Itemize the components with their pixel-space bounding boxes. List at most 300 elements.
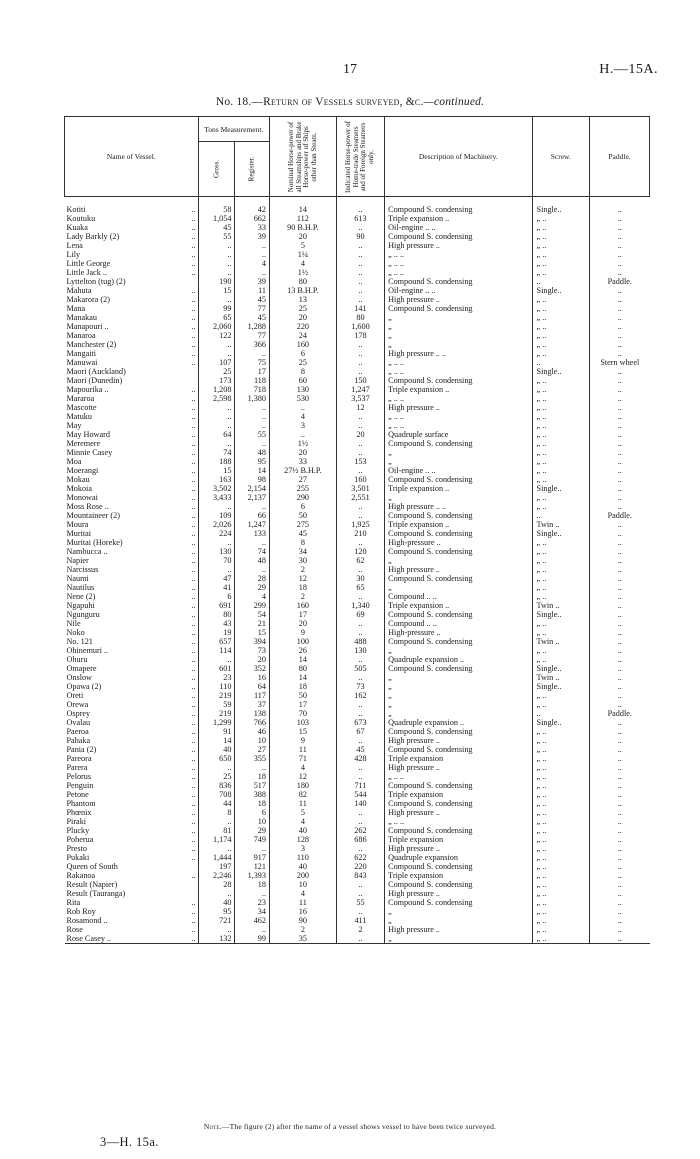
cell-paddle: .. xyxy=(617,844,622,853)
cell-screw: Twin .. xyxy=(532,601,590,610)
cell-register-tons: .. xyxy=(235,250,270,259)
cell-paddle: .. xyxy=(617,781,622,790)
cell-machinery: Compound S. condensing xyxy=(385,511,532,520)
cell-gross-tons: .. xyxy=(198,925,235,934)
cell-paddle: .. xyxy=(617,421,622,430)
cell-paddle: .. xyxy=(617,736,622,745)
cell-paddle: .. xyxy=(617,313,622,322)
cell-gross-tons: 70 xyxy=(198,556,235,565)
cell-nominal-hp: 11 xyxy=(269,745,336,754)
cell-screw: „ .. xyxy=(532,259,590,268)
cell-machinery: Compound S. condensing xyxy=(385,304,532,313)
cell-nominal-hp: 128 xyxy=(269,835,336,844)
cell-machinery: „ xyxy=(385,916,532,925)
cell-screw: Single.. xyxy=(532,197,590,215)
cell-machinery: „ .. .. xyxy=(385,412,532,421)
cell-register-tons: 366 xyxy=(235,340,270,349)
cell-machinery: „ xyxy=(385,313,532,322)
cell-vessel-name: May Howard .. xyxy=(65,430,199,439)
cell-register-tons: 39 xyxy=(235,277,270,286)
cell-nominal-hp: 18 xyxy=(269,682,336,691)
cell-vessel-name: Little Jack .. .. xyxy=(65,268,199,277)
cell-indicated-hp: .. xyxy=(336,511,384,520)
cell-paddle: .. xyxy=(617,700,622,709)
cell-nominal-hp: 90 xyxy=(269,916,336,925)
table-row xyxy=(65,268,650,277)
cell-paddle: .. xyxy=(617,484,622,493)
cell-machinery: Compound S. condensing xyxy=(385,745,532,754)
cell-vessel-name: Pukaki .. xyxy=(65,853,199,862)
cell-nominal-hp: 45 xyxy=(269,529,336,538)
header-indicated-hp: Indicated Horse-power of Home-trade Steamers and of Foreign Steamers only. xyxy=(336,117,384,197)
cell-indicated-hp: 90 xyxy=(336,232,384,241)
cell-vessel-name: Ngunguru .. xyxy=(65,610,199,619)
cell-nominal-hp: 14 xyxy=(269,655,336,664)
cell-screw: „ .. xyxy=(532,349,590,358)
cell-gross-tons: .. xyxy=(198,502,235,511)
cell-paddle: .. xyxy=(617,889,622,898)
cell-screw: „ .. xyxy=(532,835,590,844)
cell-nominal-hp: 160 xyxy=(269,340,336,349)
cell-register-tons: .. xyxy=(235,241,270,250)
cell-machinery: Compound S. condensing xyxy=(385,547,532,556)
cell-indicated-hp: .. xyxy=(336,817,384,826)
cell-register-tons: 18 xyxy=(235,799,270,808)
cell-nominal-hp: 9 xyxy=(269,628,336,637)
cell-machinery: „ xyxy=(385,709,532,718)
cell-nominal-hp: 110 xyxy=(269,853,336,862)
cell-nominal-hp: 11 xyxy=(269,898,336,907)
cell-register-tons: 29 xyxy=(235,583,270,592)
cell-indicated-hp: .. xyxy=(336,340,384,349)
cell-gross-tons: .. xyxy=(198,889,235,898)
cell-paddle: .. xyxy=(617,394,622,403)
cell-screw: „ .. xyxy=(532,772,590,781)
table-row xyxy=(65,457,650,466)
cell-register-tons: 45 xyxy=(235,313,270,322)
header-tons: Tons Measurement. xyxy=(198,117,269,142)
cell-screw: „ .. xyxy=(532,880,590,889)
cell-paddle: .. xyxy=(617,727,622,736)
cell-vessel-name: Penguin .. xyxy=(65,781,199,790)
cell-machinery: „ xyxy=(385,700,532,709)
table-row xyxy=(65,367,650,376)
cell-register-tons: 462 xyxy=(235,916,270,925)
cell-screw: Single.. xyxy=(532,664,590,673)
cell-register-tons: 766 xyxy=(235,718,270,727)
cell-machinery: Quadruple expansion xyxy=(385,853,532,862)
cell-vessel-name: Nile .. xyxy=(65,619,199,628)
cell-paddle: .. xyxy=(617,448,622,457)
table-row xyxy=(65,421,650,430)
cell-machinery: „ .. .. xyxy=(385,367,532,376)
cell-vessel-name: Piraki .. xyxy=(65,817,199,826)
cell-machinery: High pressure .. xyxy=(385,241,532,250)
cell-gross-tons: 2,246 xyxy=(198,871,235,880)
title-prefix: No. 18.— xyxy=(215,96,264,108)
cell-gross-tons: 836 xyxy=(198,781,235,790)
cell-nominal-hp: 6 xyxy=(269,502,336,511)
cell-gross-tons: 2,598 xyxy=(198,394,235,403)
cell-indicated-hp: .. xyxy=(336,628,384,637)
cell-indicated-hp: .. xyxy=(336,295,384,304)
cell-machinery: Compound S. condensing xyxy=(385,898,532,907)
cell-screw: „ .. xyxy=(532,448,590,457)
cell-vessel-name: Manakau .. xyxy=(65,313,199,322)
cell-vessel-name: Muritai .. xyxy=(65,529,199,538)
cell-machinery: High pressure .. .. xyxy=(385,502,532,511)
cell-register-tons: .. xyxy=(235,763,270,772)
cell-vessel-name: Result (Tauranga) xyxy=(65,889,199,898)
cell-gross-tons: 28 xyxy=(198,880,235,889)
cell-machinery: Compound S. condensing xyxy=(385,197,532,215)
cell-indicated-hp: 3,537 xyxy=(336,394,384,403)
cell-nominal-hp: .. xyxy=(269,403,336,412)
cell-vessel-name: Presto .. xyxy=(65,844,199,853)
cell-gross-tons: .. xyxy=(198,439,235,448)
table-row xyxy=(65,781,650,790)
cell-indicated-hp: .. xyxy=(336,844,384,853)
cell-machinery: High pressure .. xyxy=(385,889,532,898)
cell-gross-tons: .. xyxy=(198,268,235,277)
table-row xyxy=(65,871,650,880)
cell-vessel-name: Rosamond .. .. xyxy=(65,916,199,925)
cell-indicated-hp: .. xyxy=(336,889,384,898)
table-row xyxy=(65,376,650,385)
cell-nominal-hp: 8 xyxy=(269,538,336,547)
cell-paddle: .. xyxy=(617,475,622,484)
cell-nominal-hp: 20 xyxy=(269,448,336,457)
cell-indicated-hp: 80 xyxy=(336,313,384,322)
cell-register-tons: 18 xyxy=(235,772,270,781)
table-row xyxy=(65,664,650,673)
cell-machinery: „ xyxy=(385,493,532,502)
cell-nominal-hp: 90 B.H.P. xyxy=(269,223,336,232)
cell-register-tons: 42 xyxy=(235,197,270,215)
cell-register-tons: 517 xyxy=(235,781,270,790)
cell-register-tons: 15 xyxy=(235,628,270,637)
cell-paddle: .. xyxy=(617,925,622,934)
cell-register-tons: 1,380 xyxy=(235,394,270,403)
cell-vessel-name: Moura .. xyxy=(65,520,199,529)
cell-nominal-hp: 103 xyxy=(269,718,336,727)
cell-nominal-hp: 4 xyxy=(269,763,336,772)
table-row xyxy=(65,223,650,232)
cell-gross-tons: 708 xyxy=(198,790,235,799)
cell-paddle: .. xyxy=(617,871,622,880)
cell-vessel-name: Poherua .. xyxy=(65,835,199,844)
cell-nominal-hp: 26 xyxy=(269,646,336,655)
cell-nominal-hp: 8 xyxy=(269,367,336,376)
cell-register-tons: 138 xyxy=(235,709,270,718)
cell-nominal-hp: 17 xyxy=(269,700,336,709)
table-row xyxy=(65,385,650,394)
cell-gross-tons: 64 xyxy=(198,430,235,439)
cell-screw: „ .. xyxy=(532,556,590,565)
title-main: Return of Vessels surveyed, &c. xyxy=(263,96,424,108)
cell-register-tons: 299 xyxy=(235,601,270,610)
cell-vessel-name: No. 121 .. xyxy=(65,637,199,646)
cell-nominal-hp: 4 xyxy=(269,259,336,268)
cell-paddle: .. xyxy=(617,763,622,772)
cell-machinery: „ .. .. xyxy=(385,772,532,781)
cell-vessel-name: Parera .. xyxy=(65,763,199,772)
cell-screw: Single.. xyxy=(532,682,590,691)
cell-machinery: Triple expansion xyxy=(385,754,532,763)
cell-indicated-hp: 30 xyxy=(336,574,384,583)
cell-register-tons: 14 xyxy=(235,466,270,475)
cell-register-tons: 34 xyxy=(235,907,270,916)
cell-nominal-hp: 34 xyxy=(269,547,336,556)
cell-vessel-name: Lyttelton (tug) (2) xyxy=(65,277,199,286)
cell-register-tons: .. xyxy=(235,502,270,511)
cell-indicated-hp: .. xyxy=(336,700,384,709)
cell-paddle: .. xyxy=(617,682,622,691)
cell-indicated-hp: .. xyxy=(336,592,384,601)
cell-nominal-hp: 130 xyxy=(269,385,336,394)
cell-screw: „ .. xyxy=(532,754,590,763)
cell-indicated-hp: .. xyxy=(336,673,384,682)
cell-screw: „ .. xyxy=(532,394,590,403)
cell-register-tons: 48 xyxy=(235,448,270,457)
cell-nominal-hp: 30 xyxy=(269,556,336,565)
cell-nominal-hp: 80 xyxy=(269,277,336,286)
cell-indicated-hp: 45 xyxy=(336,745,384,754)
cell-screw: „ .. xyxy=(532,268,590,277)
cell-machinery: Compound .. .. xyxy=(385,619,532,628)
cell-screw: „ .. xyxy=(532,457,590,466)
cell-paddle: .. xyxy=(617,493,622,502)
cell-paddle: .. xyxy=(617,304,622,313)
cell-paddle: Paddle. xyxy=(607,277,632,286)
cell-gross-tons: .. xyxy=(198,349,235,358)
cell-gross-tons: 173 xyxy=(198,376,235,385)
cell-vessel-name: Manuwai .. xyxy=(65,358,199,367)
table-row xyxy=(65,925,650,934)
cell-indicated-hp: 673 xyxy=(336,718,384,727)
cell-register-tons: .. xyxy=(235,844,270,853)
cell-machinery: „ xyxy=(385,340,532,349)
cell-paddle: .. xyxy=(617,214,622,223)
cell-vessel-name: Monowai .. xyxy=(65,493,199,502)
cell-machinery: High pressure .. xyxy=(385,736,532,745)
cell-indicated-hp: .. xyxy=(336,466,384,475)
cell-machinery: „ xyxy=(385,331,532,340)
cell-machinery: Compound S. condensing xyxy=(385,880,532,889)
cell-nominal-hp: 220 xyxy=(269,322,336,331)
table-row xyxy=(65,916,650,925)
cell-machinery: „ xyxy=(385,934,532,944)
cell-indicated-hp: 3,501 xyxy=(336,484,384,493)
cell-nominal-hp: 40 xyxy=(269,862,336,871)
cell-paddle: Paddle. xyxy=(607,709,632,718)
cell-vessel-name: Minnie Casey .. xyxy=(65,448,199,457)
cell-screw: „ .. xyxy=(532,412,590,421)
cell-nominal-hp: 5 xyxy=(269,808,336,817)
cell-register-tons: 99 xyxy=(235,934,270,944)
cell-vessel-name: Nene (2) .. xyxy=(65,592,199,601)
cell-screw: „ .. xyxy=(532,304,590,313)
table-row xyxy=(65,907,650,916)
cell-register-tons: 73 xyxy=(235,646,270,655)
cell-vessel-name: Mana .. xyxy=(65,304,199,313)
cell-indicated-hp: 55 xyxy=(336,898,384,907)
table-row xyxy=(65,502,650,511)
table-row xyxy=(65,763,650,772)
cell-machinery: Compound S. condensing xyxy=(385,529,532,538)
cell-register-tons: 77 xyxy=(235,304,270,313)
cell-indicated-hp: .. xyxy=(336,277,384,286)
cell-gross-tons: 15 xyxy=(198,466,235,475)
cell-vessel-name: Opawa (2) .. xyxy=(65,682,199,691)
cell-machinery: „ .. .. xyxy=(385,250,532,259)
cell-vessel-name: Makarora (2) .. xyxy=(65,295,199,304)
cell-vessel-name: Noko .. xyxy=(65,628,199,637)
cell-nominal-hp: 290 xyxy=(269,493,336,502)
cell-gross-tons: 45 xyxy=(198,223,235,232)
cell-screw: „ .. xyxy=(532,655,590,664)
cell-screw: „ .. xyxy=(532,799,590,808)
cell-gross-tons: 23 xyxy=(198,673,235,682)
cell-register-tons: .. xyxy=(235,889,270,898)
cell-paddle: .. xyxy=(617,664,622,673)
note-text: —The figure (2) after the name of a vessel shows vessel to have been twice surveyed. xyxy=(221,1122,497,1131)
cell-register-tons: 45 xyxy=(235,295,270,304)
cell-machinery: Compound S. condensing xyxy=(385,637,532,646)
cell-nominal-hp: 15 xyxy=(269,727,336,736)
cell-gross-tons: 601 xyxy=(198,664,235,673)
cell-screw: „ .. xyxy=(532,538,590,547)
table-row xyxy=(65,610,650,619)
cell-indicated-hp: 428 xyxy=(336,754,384,763)
cell-paddle: .. xyxy=(617,538,622,547)
cell-nominal-hp: 11 xyxy=(269,799,336,808)
cell-register-tons: .. xyxy=(235,412,270,421)
cell-screw: „ .. xyxy=(532,934,590,944)
cell-gross-tons: 91 xyxy=(198,727,235,736)
cell-vessel-name: Little George .. xyxy=(65,259,199,268)
cell-vessel-name: Petone .. xyxy=(65,790,199,799)
table-row xyxy=(65,745,650,754)
cell-machinery: „ xyxy=(385,682,532,691)
cell-vessel-name: Nambucca .. .. xyxy=(65,547,199,556)
cell-vessel-name: Maori (Dunedin) xyxy=(65,376,199,385)
cell-paddle: .. xyxy=(617,529,622,538)
cell-paddle: .. xyxy=(617,565,622,574)
cell-machinery: Oil-engine .. .. xyxy=(385,286,532,295)
cell-gross-tons: 47 xyxy=(198,574,235,583)
cell-gross-tons: 107 xyxy=(198,358,235,367)
cell-nominal-hp: 160 xyxy=(269,601,336,610)
cell-screw: „ .. xyxy=(532,214,590,223)
cell-screw: „ .. xyxy=(532,898,590,907)
cell-indicated-hp: 162 xyxy=(336,691,384,700)
cell-indicated-hp: .. xyxy=(336,655,384,664)
cell-paddle: .. xyxy=(617,637,622,646)
cell-vessel-name: Mararoa .. xyxy=(65,394,199,403)
cell-vessel-name: Naumi .. xyxy=(65,574,199,583)
cell-register-tons: 64 xyxy=(235,682,270,691)
cell-register-tons: 55 xyxy=(235,430,270,439)
table-row xyxy=(65,673,650,682)
cell-paddle: .. xyxy=(617,376,622,385)
table-row xyxy=(65,511,650,520)
table-row xyxy=(65,862,650,871)
cell-vessel-name: Plucky .. xyxy=(65,826,199,835)
cell-screw: Single.. xyxy=(532,484,590,493)
cell-gross-tons: 40 xyxy=(198,745,235,754)
cell-machinery: „ xyxy=(385,907,532,916)
cell-paddle: .. xyxy=(617,754,622,763)
cell-register-tons: 4 xyxy=(235,259,270,268)
cell-vessel-name: Oreti .. xyxy=(65,691,199,700)
cell-screw: „ .. xyxy=(532,403,590,412)
cell-register-tons: 917 xyxy=(235,853,270,862)
table-row xyxy=(65,349,650,358)
cell-gross-tons: .. xyxy=(198,763,235,772)
cell-machinery: Quadruple surface xyxy=(385,430,532,439)
cell-screw: „ .. xyxy=(532,628,590,637)
cell-gross-tons: 224 xyxy=(198,529,235,538)
cell-paddle: .. xyxy=(617,331,622,340)
cell-nominal-hp: 35 xyxy=(269,934,336,944)
cell-screw: „ .. xyxy=(532,844,590,853)
cell-vessel-name: Manchester (2) .. xyxy=(65,340,199,349)
cell-register-tons: 1,393 xyxy=(235,871,270,880)
page-number: 17 xyxy=(343,62,357,77)
cell-nominal-hp: 530 xyxy=(269,394,336,403)
table-row xyxy=(65,304,650,313)
table-row xyxy=(65,358,650,367)
cell-screw: „ .. xyxy=(532,583,590,592)
cell-vessel-name: Lily .. xyxy=(65,250,199,259)
cell-nominal-hp: 5 xyxy=(269,241,336,250)
cell-indicated-hp: .. xyxy=(336,502,384,511)
table-row xyxy=(65,880,650,889)
cell-vessel-name: Mapourika .. .. xyxy=(65,385,199,394)
cell-indicated-hp: 210 xyxy=(336,529,384,538)
table-row xyxy=(65,601,650,610)
header-register: Register. xyxy=(235,142,270,197)
cell-machinery: Triple expansion .. xyxy=(385,484,532,493)
cell-register-tons: 39 xyxy=(235,232,270,241)
cell-paddle: .. xyxy=(617,268,622,277)
cell-vessel-name: Moss Rose .. .. xyxy=(65,502,199,511)
cell-paddle: .. xyxy=(617,691,622,700)
cell-machinery: High pressure .. xyxy=(385,295,532,304)
cell-machinery: Oil-engine .. .. xyxy=(385,466,532,475)
cell-nominal-hp: 82 xyxy=(269,790,336,799)
cell-machinery: „ xyxy=(385,457,532,466)
header-screw: Screw. xyxy=(532,117,590,197)
cell-register-tons: 54 xyxy=(235,610,270,619)
cell-vessel-name: Phantom .. xyxy=(65,799,199,808)
cell-paddle: .. xyxy=(617,601,622,610)
cell-register-tons: 28 xyxy=(235,574,270,583)
cell-vessel-name: Pareora .. xyxy=(65,754,199,763)
cell-machinery: High pressure .. xyxy=(385,565,532,574)
table-row xyxy=(65,430,650,439)
cell-indicated-hp: .. xyxy=(336,259,384,268)
cell-register-tons: 20 xyxy=(235,655,270,664)
cell-gross-tons: 80 xyxy=(198,610,235,619)
cell-vessel-name: Lena .. xyxy=(65,241,199,250)
table-body xyxy=(65,197,650,944)
table-row xyxy=(65,322,650,331)
cell-register-tons: .. xyxy=(235,565,270,574)
cell-machinery: High pressure .. xyxy=(385,808,532,817)
cell-vessel-name: Maori (Auckland) xyxy=(65,367,199,376)
